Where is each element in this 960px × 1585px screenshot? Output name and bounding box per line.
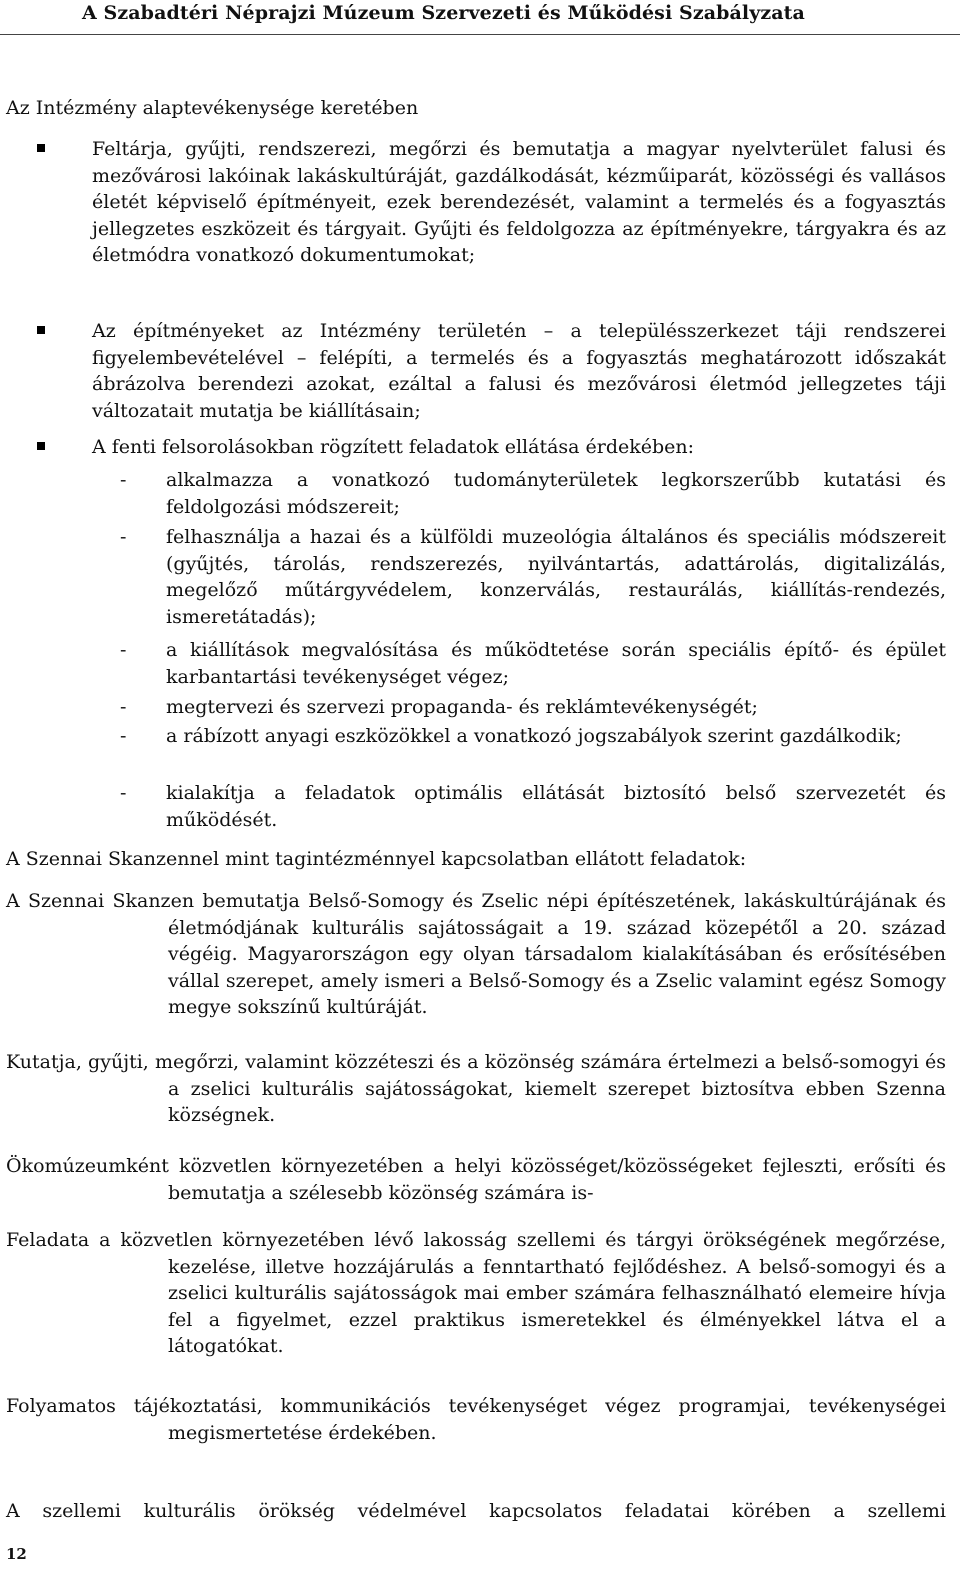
bullet-square-icon bbox=[37, 144, 45, 152]
szenna-heading: A Szennai Skanzennel mint tagintézménnyel kapcsolatban ellátott feladatok: bbox=[6, 848, 747, 870]
dash-marker: - bbox=[120, 725, 127, 747]
bullet-item: Az építményeket az Intézmény területén – a településszerkezet táji rendszerei figyelembevételével – felépíti, a termelés és a fogyasztás meghatározott időszakát ábrázolva berendezi azokat, ezáltal a falusi és mezővárosi életmód jellegzetes táji változatait mutatja be kiállításain; bbox=[92, 320, 946, 422]
dash-item: felhasználja a hazai és a külföldi muzeológia általános és speciális módszereit (gyűjtés, tárolás, rendszerezés, nyilvántartás, adattárolás, digitalizálás, megelőző műtárgyvédelem, konzerválás, restaurálás, kiállítás-rendezés, ismeretátadás); bbox=[166, 526, 946, 628]
continuation-line: A szellemi kulturális örökség védelmével kapcsolatos feladatai körében a szellemi bbox=[6, 1500, 946, 1522]
dash-marker: - bbox=[120, 639, 127, 661]
dash-item: kialakítja a feladatok optimális ellátását biztosító belső szervezetét és működését. bbox=[166, 782, 946, 831]
dash-item: a rábízott anyagi eszközökkel a vonatkozó jogszabályok szerint gazdálkodik; bbox=[166, 725, 902, 747]
dash-marker: - bbox=[120, 526, 127, 548]
dash-marker: - bbox=[120, 696, 127, 718]
bullet-square-icon bbox=[37, 442, 45, 450]
page-header-title: A Szabadtéri Néprajzi Múzeum Szervezeti és Működési Szabályzata bbox=[82, 2, 805, 24]
dash-item: alkalmazza a vonatkozó tudományterületek legkorszerűbb kutatási és feldolgozási módszereit; bbox=[166, 469, 946, 518]
dash-item: a kiállítások megvalósítása és működtetése során speciális építő- és épület karbantartási tevékenységet végez; bbox=[166, 639, 946, 688]
szenna-paragraph: Feladata a közvetlen környezetében lévő lakosság szellemi és tárgyi örökségének megőrzése, kezelése, illetve hozzájárulás a fenntartható fejlődéshez. A belső-somogyi és a zselici kulturális sajátosságok mai ember számára felhasználható elemeire hívja fel a figyelmet, ezzel praktikus ismeretekkel és élményekkel látva el a látogatókat. bbox=[6, 1229, 946, 1358]
szenna-paragraph: A Szennai Skanzen bemutatja Belső-Somogy és Zselic népi építészetének, lakáskultúrájának és életmódjának kulturális sajátosságait a 19. század közepétől a 20. század végéig. Magyarországon egy olyan társadalom kialakításában és erősítésében vállal szerepet, amely ismeri a Belső-Somogy és a Zselic valamint egész Somogy megye sokszínű kultúráját. bbox=[6, 890, 946, 1019]
bullet-item: A fenti felsorolásokban rögzített feladatok ellátása érdekében: bbox=[92, 436, 695, 458]
szenna-paragraph: Kutatja, gyűjti, megőrzi, valamint közzéteszi és a közönség számára értelmezi a belső-somogyi és a zselici kulturális sajátosságokat, kiemelt szerepet biztosítva ebben Szenna községnek. bbox=[6, 1051, 946, 1127]
dash-marker: - bbox=[120, 469, 127, 491]
section-intro: Az Intézmény alaptevékenysége keretében bbox=[6, 97, 419, 119]
page-number: 12 bbox=[6, 1545, 27, 1563]
dash-item: megtervezi és szervezi propaganda- és reklámtevékenységét; bbox=[166, 696, 758, 718]
dash-marker: - bbox=[120, 782, 127, 804]
header-rule bbox=[0, 34, 960, 35]
szenna-paragraph: Folyamatos tájékoztatási, kommunikációs tevékenységet végez programjai, tevékenységei megismertetése érdekében. bbox=[6, 1395, 946, 1444]
bullet-square-icon bbox=[37, 326, 45, 334]
szenna-paragraph: Ökomúzeumként közvetlen környezetében a helyi közösséget/közösségeket fejleszti, erősíti és bemutatja a szélesebb közönség számára is- bbox=[6, 1155, 946, 1204]
bullet-item: Feltárja, gyűjti, rendszerezi, megőrzi és bemutatja a magyar nyelvterület falusi és mezővárosi lakóinak lakáskultúráját, gazdálkodását, kézműiparát, közösségi és vallásos életét képviselő építményeit, ezek berendezését, valamint a termelés és a fogyasztás jellegzetes eszközeit és tárgyait. Gyűjti és feldolgozza az építményekre, tárgyakra és az életmódra vonatkozó dokumentumokat; bbox=[92, 138, 946, 267]
